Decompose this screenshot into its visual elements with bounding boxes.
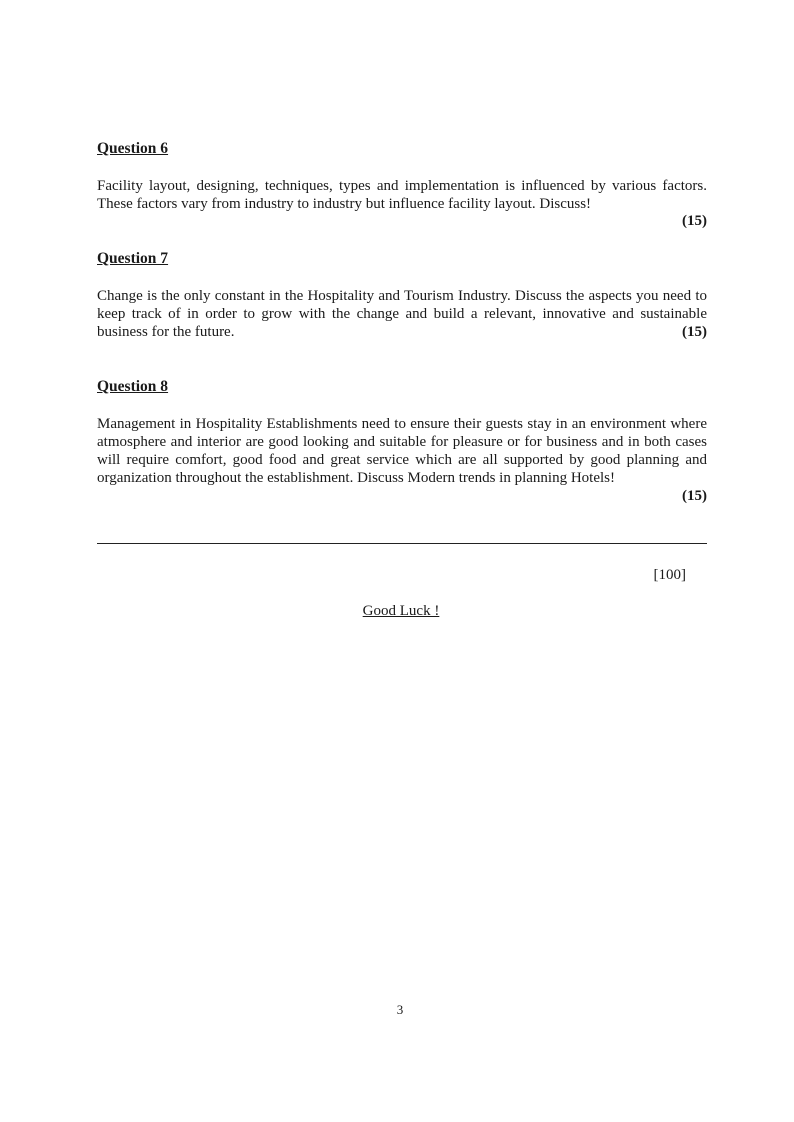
divider-line [97, 543, 707, 544]
question-7-heading: Question 7 [97, 250, 169, 267]
total-marks: [100] [653, 567, 686, 583]
question-6-marks: (15) [682, 213, 707, 229]
question-7-text: Change is the only constant in the Hospitality and Tourism Industry. Discuss the aspects you need to keep track of in order to grow with the change and build a relevant, innovative and sustainable business for the future. [97, 288, 707, 340]
question-6-text: Facility layout, designing, techniques, types and implementation is influenced by various factors. These factors vary from industry to industry but influence facility layout. Discuss! [97, 178, 707, 212]
question-7-body [97, 287, 707, 341]
page-number: 3 [396, 1002, 404, 1017]
question-8-marks: (15) [682, 488, 707, 504]
question-8-heading: Question 8 [97, 378, 169, 395]
question-6-heading: Question 6 [97, 140, 169, 157]
question-8-text: Management in Hospitality Establishments need to ensure their guests stay in an environment where atmosphere and interior are good looking and suitable for pleasure or for business and in both cases will require comfort, good food and great service which are all supported by good planning and organization throughout the establishment. Discuss Modern trends in planning Hotels! [97, 416, 707, 486]
question-7-marks: (15) [682, 324, 707, 340]
closing-text: Good Luck ! [362, 603, 440, 619]
